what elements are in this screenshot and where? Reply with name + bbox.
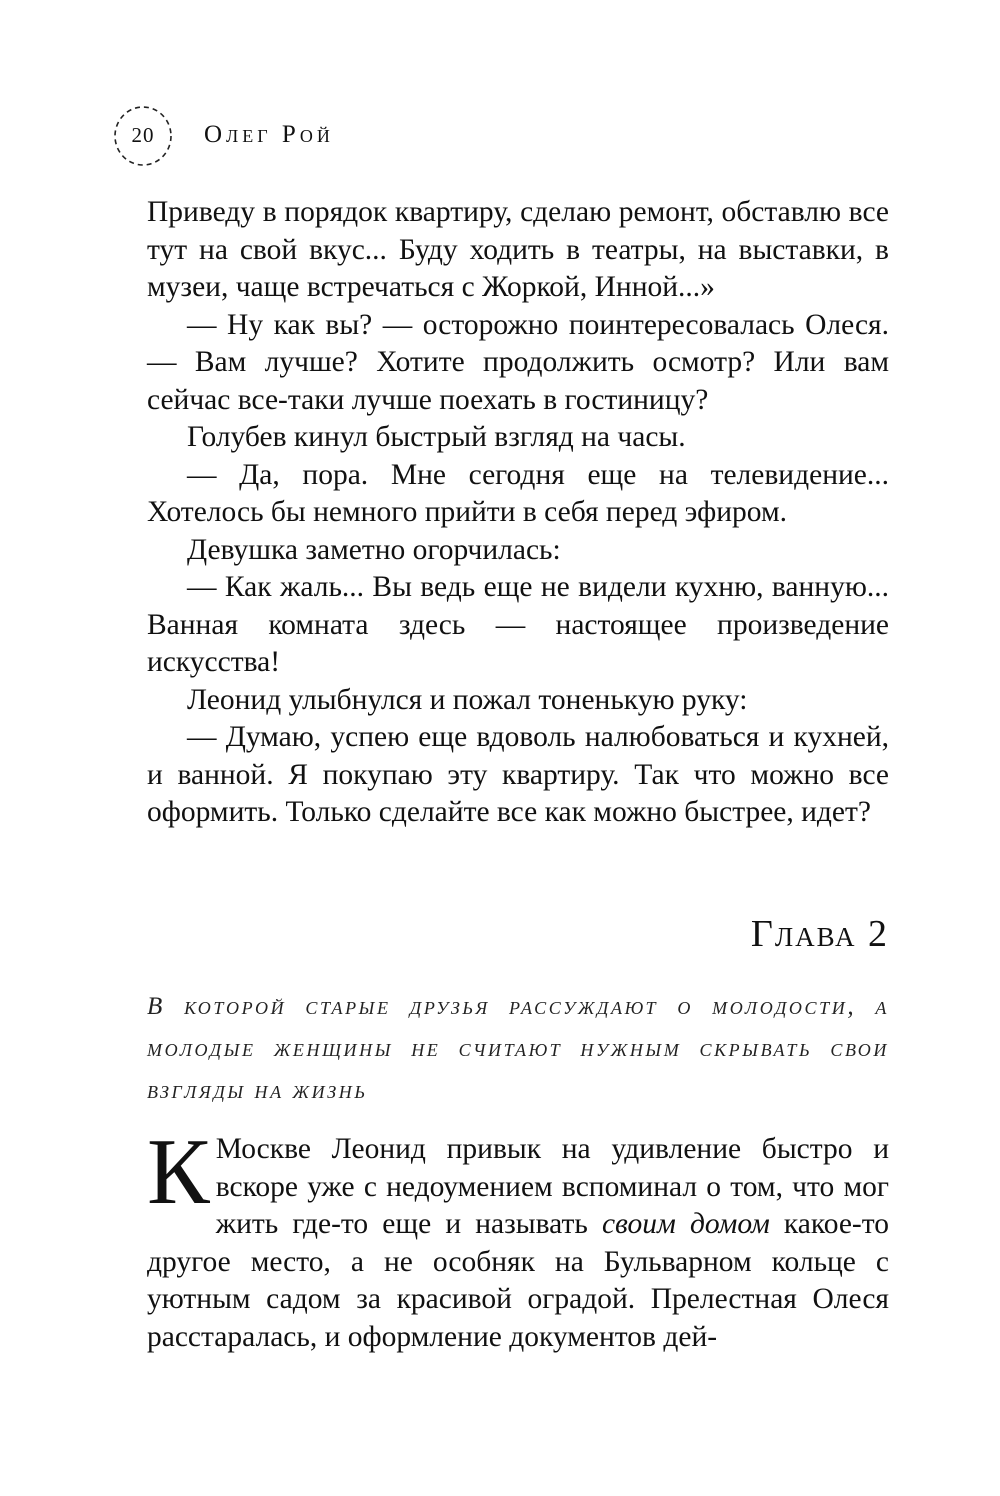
text-block-top bbox=[147, 194, 889, 832]
paragraph: — Ну как вы? — осторожно поинтересовалась Олеся. — Вам лучше? Хотите продолжить осмотр? Или вам сейчас все-таки лучше поехать в гостиницу? bbox=[147, 308, 889, 416]
opening-paragraph bbox=[147, 1120, 890, 1356]
paragraph: Приведу в порядок квартиру, сделаю ремонт, обставлю все тут на свой вкус... Буду ходить в театры, на выставки, в музеи, чаще встречаться с Жоркой, Инной...» bbox=[147, 196, 889, 303]
paragraph: — Как жаль... Вы ведь еще не видели кухню, ванную... Ванная комната здесь — настоящее произведение искусства! bbox=[147, 571, 889, 678]
paragraph: — Да, пора. Мне сегодня еще на телевидение... Хотелось бы немного прийти в себя перед эфиром. bbox=[147, 458, 889, 528]
page-number: 20 bbox=[131, 123, 155, 147]
paragraph: — Думаю, успею еще вдоволь налюбоваться и кухней, и ванной. Я покупаю эту квартиру. Так что можно все оформить. Только сделайте все как можно быстрее, идет? bbox=[147, 721, 889, 828]
text-run: какое-то другое место, а не особняк на Бульварном кольце с уютным садом за красивой оградой. Прелестная Олеся расстаралась, и оформление документов дей- bbox=[147, 1208, 890, 1353]
paragraph: Леонид улыбнулся и пожал тоненькую руку: bbox=[187, 683, 748, 716]
text-block-chapter-start bbox=[147, 1120, 890, 1356]
page-number-badge bbox=[108, 104, 178, 168]
text-run: Москве Леонид привык на удивление быстро и вскоре уже с недоумением вспоминал о том, что мог жить где-то еще и называть bbox=[215, 1133, 889, 1240]
drop-cap: К bbox=[147, 1120, 210, 1224]
paragraph: Девушка заметно огорчилась: bbox=[187, 533, 561, 566]
running-head-author: Олег Рой bbox=[204, 121, 334, 148]
italic-phrase: своим домом bbox=[601, 1208, 770, 1240]
chapter-title: Глава 2 bbox=[750, 913, 889, 955]
chapter-epigraph: В которой старые друзья рассуждают о молодости, а молодые женщины не считают нужным скрывать свои взгляды на жизнь bbox=[147, 993, 889, 1104]
paragraph: Голубев кинул быстрый взгляд на часы. bbox=[187, 421, 686, 453]
